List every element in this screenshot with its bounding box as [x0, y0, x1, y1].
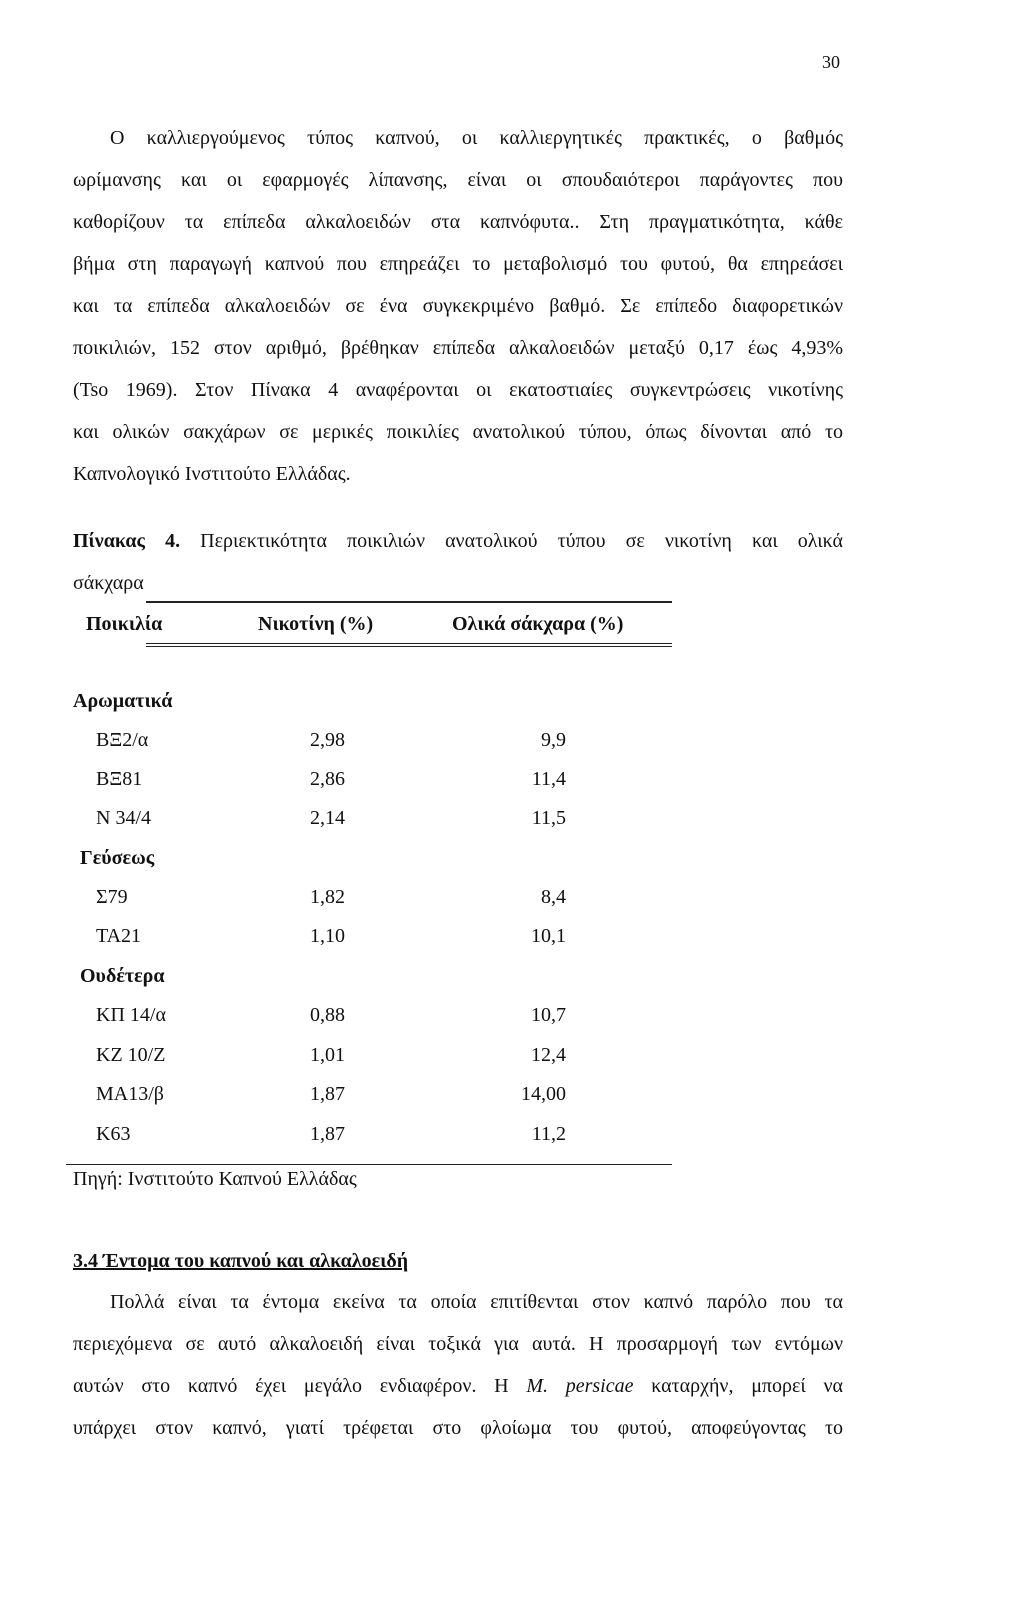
- table-caption: [73, 529, 843, 553]
- paragraph-line: Πολλά είναι τα έντομα εκείνα τα οποία επιτίθενται στον καπνό παρόλο που τα: [110, 1291, 843, 1313]
- paragraph-line: υπάρχει στον καπνό, γιατί τρέφεται στο φλοίωμα του φυτού, αποφεύγοντας το: [73, 1417, 843, 1439]
- paragraph-text: καταρχήν, μπορεί να: [651, 1375, 844, 1397]
- column-header-sugars: Ολικά σάκχαρα (%): [452, 613, 624, 635]
- table-cell-variety: ΜΑ13/β: [96, 1083, 164, 1105]
- paragraph-line: βήμα στη παραγωγή καπνού που επηρεάζει το μεταβολισμό του φυτού, θα επηρεάσει: [73, 253, 843, 275]
- table-cell-variety: ΒΞ81: [96, 768, 143, 790]
- paragraph-text: αυτών στο καπνό έχει μεγάλο ενδιαφέρον. Η: [73, 1375, 509, 1397]
- paragraph-line: Καπνολογικό Ινστιτούτο Ελλάδας.: [73, 463, 351, 485]
- table-caption-label: Πίνακας 4.: [73, 530, 181, 552]
- table-cell-nicotine: 1,82: [310, 886, 345, 908]
- table-caption-continued: σάκχαρα: [73, 572, 144, 594]
- table-cell-variety: ΚΠ 14/α: [96, 1004, 166, 1026]
- table-cell-sugars: 11,4: [531, 768, 566, 790]
- table-cell-nicotine: 2,14: [310, 807, 345, 829]
- table-cell-nicotine: 2,86: [310, 768, 345, 790]
- column-header-nicotine: Νικοτίνη (%): [258, 613, 374, 635]
- table-cell-nicotine: 2,98: [310, 729, 345, 751]
- table-cell-nicotine: 1,01: [310, 1044, 345, 1066]
- table-cell-nicotine: 1,87: [310, 1083, 345, 1105]
- paragraph-line: καθορίζουν τα επίπεδα αλκαλοειδών στα καπνόφυτα.. Στη πραγματικότητα, κάθε: [73, 211, 843, 233]
- table-cell-sugars: 9,9: [541, 729, 566, 751]
- paragraph-line: [73, 1374, 843, 1398]
- paragraph-line: και τα επίπεδα αλκαλοειδών σε ένα συγκεκριμένο βαθμό. Σε επίπεδο διαφορετικών: [73, 295, 843, 317]
- table-cell-nicotine: 0,88: [310, 1004, 345, 1026]
- table-header-rule-double: [146, 646, 672, 647]
- paragraph-line: ωρίμανσης και οι εφαρμογές λίπανσης, είναι οι σπουδαιότεροι παράγοντες που: [73, 169, 843, 191]
- table-cell-variety: Κ63: [96, 1123, 131, 1145]
- group-heading: Γεύσεως: [80, 847, 155, 869]
- table-cell-variety: Σ79: [96, 886, 128, 908]
- paragraph-line: (Tso 1969). Στον Πίνακα 4 αναφέρονται οι εκατοστιαίες συγκεντρώσεις νικοτίνης: [73, 379, 843, 401]
- table-cell-sugars: 12,4: [531, 1044, 566, 1066]
- table-cell-sugars: 11,5: [531, 807, 566, 829]
- page-number: 30: [822, 52, 840, 72]
- table-source: Πηγή: Ινστιτούτο Καπνού Ελλάδας: [73, 1168, 357, 1190]
- group-heading: Αρωματικά: [73, 690, 173, 712]
- column-header-variety: Ποικιλία: [86, 613, 163, 635]
- paragraph-line: και ολικών σακχάρων σε μερικές ποικιλίες ανατολικού τύπου, όπως δίνονται από το: [73, 421, 843, 443]
- table-cell-nicotine: 1,87: [310, 1123, 345, 1145]
- table-cell-sugars: 10,7: [531, 1004, 566, 1026]
- group-heading: Ουδέτερα: [80, 965, 165, 987]
- paragraph-line: ποικιλιών, 152 στον αριθμό, βρέθηκαν επίπεδα αλκαλοειδών μεταξύ 0,17 έως 4,93%: [73, 337, 843, 359]
- table-caption-text: Περιεκτικότητα ποικιλιών ανατολικού τύπου σε νικοτίνη και ολικά: [200, 530, 844, 552]
- table-bottom-rule: [66, 1164, 672, 1165]
- table-cell-sugars: 8,4: [541, 886, 566, 908]
- table-header-rule: [146, 643, 672, 644]
- table-cell-sugars: 14,00: [521, 1083, 566, 1105]
- table-cell-variety: Ν 34/4: [96, 807, 151, 829]
- table-cell-variety: ΚΖ 10/Ζ: [96, 1044, 166, 1066]
- table-cell-variety: ΒΞ2/α: [96, 729, 149, 751]
- species-name: M. persicae: [526, 1375, 634, 1397]
- section-heading: 3.4 Έντομα του καπνού και αλκαλοειδή: [73, 1250, 409, 1272]
- paragraph-line: περιεχόμενα σε αυτό αλκαλοειδή είναι τοξικά για αυτά. Η προσαρμογή των εντόμων: [73, 1333, 843, 1355]
- table-cell-nicotine: 1,10: [310, 925, 345, 947]
- table-top-rule: [146, 601, 672, 603]
- paragraph-line: Ο καλλιεργούμενος τύπος καπνού, οι καλλιεργητικές πρακτικές, ο βαθμός: [110, 127, 843, 149]
- table-cell-variety: ΤΑ21: [96, 925, 142, 947]
- table-cell-sugars: 10,1: [531, 925, 566, 947]
- table-cell-sugars: 11,2: [531, 1123, 566, 1145]
